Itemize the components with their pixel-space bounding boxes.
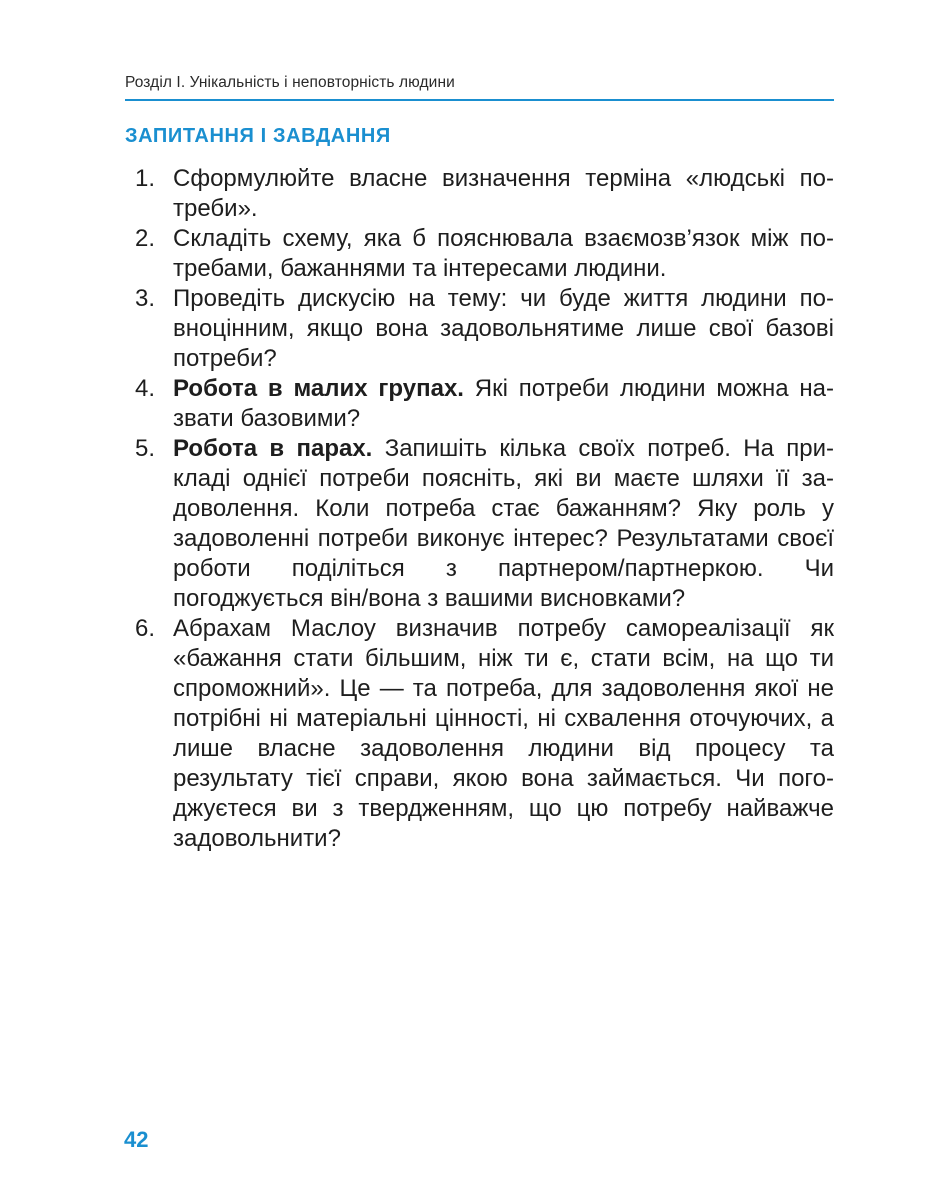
question-number: 3. xyxy=(135,285,156,312)
question-item-5 xyxy=(125,434,834,614)
question-number: 4. xyxy=(135,375,156,402)
section-title: ЗАПИТАННЯ І ЗАВДАННЯ xyxy=(125,125,391,147)
header-divider xyxy=(125,99,834,101)
running-header: Розділ І. Унікальність і неповторність людини xyxy=(125,74,455,91)
question-lead: Робота в малих групах. xyxy=(173,375,464,402)
question-number: 2. xyxy=(135,225,156,252)
question-number: 6. xyxy=(135,615,156,642)
question-item-3 xyxy=(125,284,834,374)
question-text: Проведіть дискусію на тему: чи буде життя людини повноцінним, якщо вона задовольнятиме лише свої базові потреби? xyxy=(173,285,834,372)
question-lead: Робота в парах. xyxy=(173,435,373,462)
question-text: Складіть схему, яка б пояснювала взаємозв’язок між потребами, бажаннями та інтересами людини. xyxy=(173,225,834,282)
question-text: Запишіть кілька своїх потреб. На прикладі однієї потреби поясніть, які ви маєте шляхи її задоволення. Коли потреба стає бажанням? Яку роль у задоволенні потреби виконує інтерес? Результатами своєї роботи поділіться з партнером/партнеркою. Чи погоджується він/вона з вашими висновками? xyxy=(173,435,834,612)
question-text: Які потреби людини можна назвати базовими? xyxy=(173,375,834,432)
question-item-4 xyxy=(125,374,834,434)
question-item-2 xyxy=(125,224,834,284)
question-number: 1. xyxy=(135,165,156,192)
page-number: 42 xyxy=(124,1127,149,1152)
question-item-1 xyxy=(125,164,834,224)
question-number: 5. xyxy=(135,435,156,462)
question-text: Абрахам Маслоу визначив потребу самореалізації як «бажання стати більшим, ніж ти є, стати всім, на що ти спроможний». Це — та потреба, для задоволення якої не потрібні ні матеріальні цінності, ні схвалення оточуючих, а лише власне задоволення людини від процесу та результату тієї справи, якою вона займається. Чи погоджуєтеся ви з твердженням, що цю потребу найважче задовольнити? xyxy=(173,615,834,852)
question-text: Сформулюйте власне визначення терміна «людські потреби». xyxy=(173,165,834,222)
questions-list xyxy=(125,164,834,854)
question-item-6 xyxy=(125,614,834,854)
